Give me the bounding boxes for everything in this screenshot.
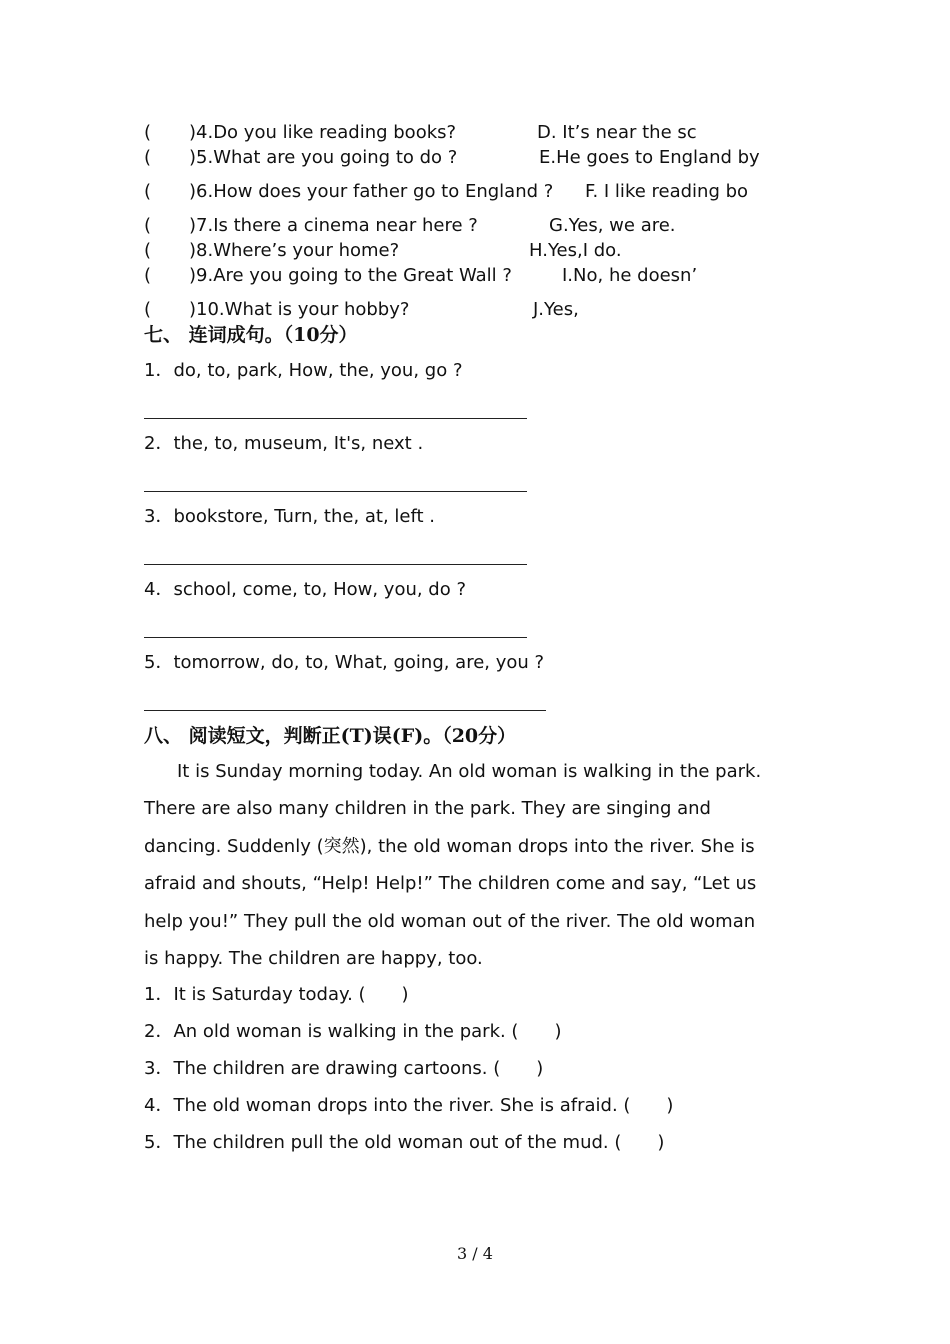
sentence-prompt: 3．bookstore, Turn, the, at, left . [144, 506, 436, 527]
match-paren: ( [144, 147, 152, 168]
passage-line: There are also many children in the park. They are singing and [144, 798, 711, 820]
match-answer: E.He goes to England by [539, 147, 760, 168]
match-paren: ( [144, 215, 152, 236]
sentence-prompt: 4．school, come, to, How, you, do ? [144, 579, 467, 600]
match-question: )8.Where’s your home? [189, 240, 400, 261]
passage-line: is happy. The children are happy, too. [144, 948, 483, 970]
reading-passage [144, 753, 809, 977]
sentence-prompt: 1．do, to, park, How, the, you, go ? [144, 360, 463, 381]
sentence-prompt: 5．tomorrow, do, to, What, going, are, you ? [144, 652, 545, 673]
tf-question: 1．It is Saturday today. ( ) [144, 984, 409, 1005]
answer-line[interactable] [144, 491, 527, 492]
match-answer: J.Yes, [533, 299, 579, 320]
section7-title: 七、 连词成句。（10分） [144, 324, 358, 346]
passage-line: It is Sunday morning today. An old woman is walking in the park. [177, 761, 762, 782]
tf-question: 4．The old woman drops into the river. She is afraid. ( ) [144, 1095, 674, 1116]
passage-line: help you!” They pull the old woman out of the river. The old woman [144, 910, 756, 932]
match-answer: F. I like reading bo [585, 181, 749, 202]
answer-line[interactable] [144, 710, 546, 711]
tf-question: 3．The children are drawing cartoons. ( ) [144, 1058, 544, 1079]
passage-line: afraid and shouts, “Help! Help!” The children come and say, “Let us [144, 873, 757, 895]
match-paren: ( [144, 299, 152, 320]
match-question: )7.Is there a cinema near here ? [189, 215, 478, 236]
match-paren: ( [144, 122, 152, 143]
match-answer: I.No, he doesn’ [562, 265, 698, 286]
sentence-prompt: 2．the, to, museum, It's, next . [144, 433, 424, 454]
answer-line[interactable] [144, 637, 527, 638]
tf-question: 2．An old woman is walking in the park. ( ) [144, 1021, 562, 1042]
match-question: )9.Are you going to the Great Wall ? [189, 265, 512, 286]
match-paren: ( [144, 181, 152, 202]
answer-line[interactable] [144, 564, 527, 565]
match-answer: G.Yes, we are. [549, 215, 676, 236]
section8-title: 八、 阅读短文，判断正(T)误(F)。（20分） [144, 725, 517, 747]
answer-line[interactable] [144, 418, 527, 419]
match-paren: ( [144, 265, 152, 286]
page-number: 3 / 4 [457, 1244, 493, 1263]
match-question: )5.What are you going to do ? [189, 147, 458, 168]
match-question: )4.Do you like reading books? [189, 122, 457, 143]
tf-question: 5．The children pull the old woman out of the mud. ( ) [144, 1132, 665, 1153]
match-answer: H.Yes,I do. [529, 240, 622, 261]
match-question: )10.What is your hobby? [189, 299, 410, 320]
match-answer: D. It’s near the sc [537, 122, 697, 143]
passage-line: dancing. Suddenly (突然), the old woman drops into the river. She is [144, 835, 755, 857]
match-paren: ( [144, 240, 152, 261]
match-question: )6.How does your father go to England ? [189, 181, 554, 202]
